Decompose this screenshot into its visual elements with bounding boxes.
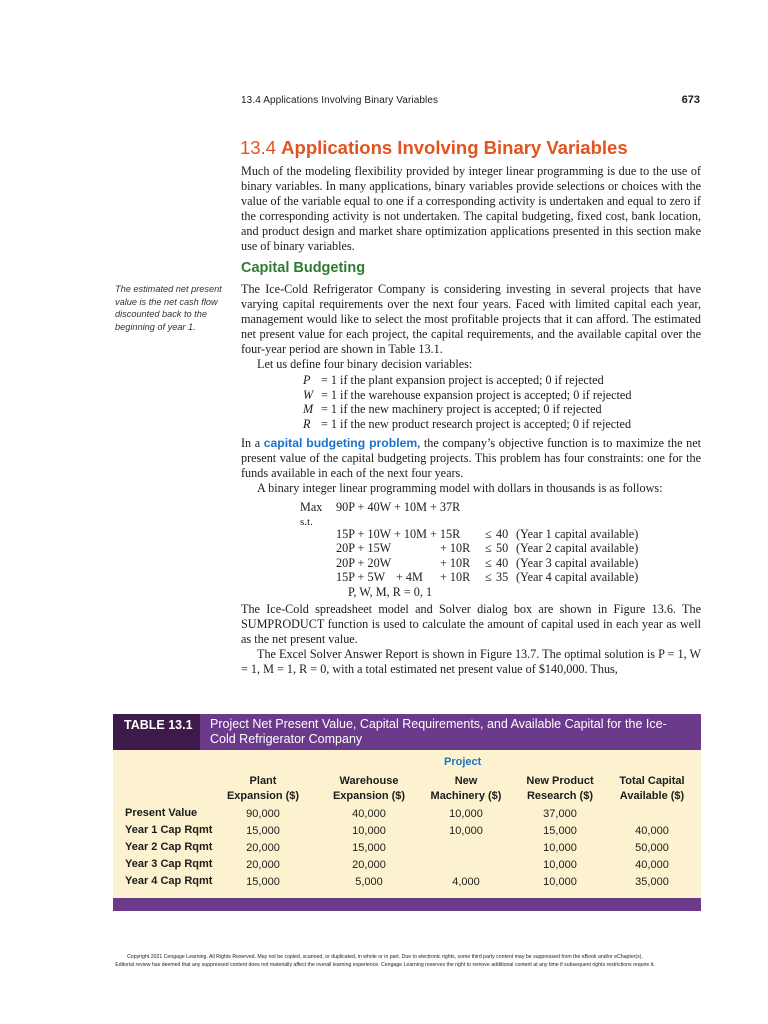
table-row-label: Year 4 Cap Rqmt bbox=[125, 875, 213, 887]
constraint-note: (Year 4 capital available) bbox=[516, 570, 639, 585]
definition-text: = 1 if the new product research project is accepted; 0 if rejected bbox=[321, 416, 632, 431]
table-cell: 15,000 bbox=[543, 825, 577, 837]
table-title: Project Net Present Value, Capital Requirements, and Available Capital for the Ice-Cold Refrigerator Company bbox=[210, 717, 667, 746]
constraint-rhs: 40 bbox=[496, 526, 509, 541]
column-header: Total Capital Available ($) bbox=[619, 775, 685, 802]
copyright-line-1: Copyright 2021 Cengage Learning. All Rights Reserved. May not be copied, scanned, or duplicated, in whole or in part. Due to electronic rights, some third party content may be suppressed from the eBook and/or eChapter(s). bbox=[127, 954, 643, 960]
running-header: 13.4 Applications Involving Binary Variables bbox=[241, 95, 439, 106]
table-cell: 20,000 bbox=[246, 842, 280, 854]
table-cell: 10,000 bbox=[543, 842, 577, 854]
table-cell: 90,000 bbox=[246, 808, 280, 820]
table-cell: 10,000 bbox=[449, 808, 483, 820]
definition-row bbox=[303, 402, 631, 417]
constraint-op: ≤ bbox=[485, 570, 492, 585]
constraint-mid: + 10R bbox=[440, 541, 471, 556]
constraint-lhs: 15P + 5W bbox=[336, 570, 386, 585]
definition-row bbox=[303, 373, 631, 388]
table-cell: 40,000 bbox=[635, 859, 669, 871]
constraint-op: ≤ bbox=[485, 555, 492, 570]
table-cell: 35,000 bbox=[635, 876, 669, 888]
definition-text: = 1 if the new machinery project is accepted; 0 if rejected bbox=[321, 402, 602, 416]
constraint-note: (Year 3 capital available) bbox=[516, 555, 639, 570]
table-cell: 10,000 bbox=[543, 876, 577, 888]
table-cell: 40,000 bbox=[352, 808, 386, 820]
table-cell: 10,000 bbox=[449, 825, 483, 837]
constraint-lhs: 20P + 20W bbox=[336, 555, 392, 570]
definition-variable: P bbox=[303, 373, 311, 387]
column-header: Warehouse Expansion ($) bbox=[332, 775, 406, 802]
table-footer-bar bbox=[113, 898, 701, 911]
definition-text: = 1 if the plant expansion project is accepted; 0 if rejected bbox=[321, 373, 604, 387]
table-cell: 50,000 bbox=[635, 842, 669, 854]
constraint-note: (Year 1 capital available) bbox=[516, 526, 639, 541]
table-label: TABLE 13.1 bbox=[113, 714, 200, 750]
table-cell: 20,000 bbox=[352, 859, 386, 871]
definition-text: = 1 if the warehouse expansion project is accepted; 0 if rejected bbox=[321, 387, 632, 402]
table-cell: 15,000 bbox=[246, 825, 280, 837]
table-row-label: Year 2 Cap Rqmt bbox=[125, 841, 213, 853]
copyright-notice bbox=[60, 953, 710, 969]
definition-row bbox=[303, 388, 631, 403]
binary-domain: P, W, M, R = 0, 1 bbox=[348, 584, 433, 599]
column-header: New Machinery ($) bbox=[430, 775, 502, 802]
closing-paragraphs bbox=[241, 602, 701, 677]
objective-post: , the company’s objective function is to maximize the net present value of the capital budgeting projects. This problem has four constraints: one for the funds available in each of the next four years. bbox=[241, 436, 701, 480]
table-row-label: Year 3 Cap Rqmt bbox=[125, 858, 213, 870]
table-cell: 10,000 bbox=[352, 825, 386, 837]
section-title-text: Applications Involving Binary Variables bbox=[281, 137, 628, 158]
subsection-title: Capital Budgeting bbox=[241, 260, 366, 276]
table-cell: 37,000 bbox=[543, 808, 577, 820]
table-cell: 4,000 bbox=[452, 876, 480, 888]
table-row-label: Year 1 Cap Rqmt bbox=[125, 824, 213, 836]
copyright-line-2: Editorial review has deemed that any suppressed content does not materially affect the overall learning experience. Cengage Learning reserves the right to remove additional content at any time if subsequent rights restrictions require it. bbox=[115, 962, 655, 968]
constraint-rhs: 35 bbox=[496, 570, 509, 585]
table-row-label: Present Value bbox=[125, 807, 198, 819]
table-header bbox=[113, 714, 701, 750]
definition-variable: W bbox=[303, 387, 314, 402]
closing-paragraph-2: The Excel Solver Answer Report is shown in Figure 13.7. The optimal solution is P = 1, W = 1, M = 1, R = 0, with a total estimated net present value of $140,000. Thus, bbox=[241, 646, 701, 676]
variable-definitions bbox=[303, 373, 631, 431]
constraint-op: ≤ bbox=[485, 541, 492, 556]
closing-paragraph-1: The Ice-Cold spreadsheet model and Solver dialog box are shown in Figure 13.6. The SUMPRODUCT function is used to calculate the amount of capital used in each year as well as the net present value. bbox=[241, 602, 701, 646]
column-header: Plant Expansion ($) bbox=[226, 775, 300, 802]
constraint-mid: + 10R bbox=[440, 555, 471, 570]
table-cell: 15,000 bbox=[246, 876, 280, 888]
constraint-lhs: 20P + 15W bbox=[336, 541, 392, 556]
constraint-mid2: + 4M bbox=[396, 570, 423, 585]
definition-variable: R bbox=[303, 416, 311, 431]
constraint-rhs: 40 bbox=[496, 555, 509, 570]
define-line: Let us define four binary decision variables: bbox=[257, 356, 473, 371]
intro-paragraph bbox=[241, 164, 701, 253]
capital-budgeting-paragraph bbox=[241, 282, 701, 371]
table-cell: 20,000 bbox=[246, 859, 280, 871]
definition-variable: M bbox=[303, 402, 314, 416]
column-header: New Product Research ($) bbox=[526, 775, 594, 802]
page-number: 673 bbox=[681, 94, 700, 106]
project-group-header: Project bbox=[444, 756, 482, 768]
intro-text: Much of the modeling flexibility provided by integer linear programming is due to the use of binary variables. In many applications, binary variables provide selections or choices with the value of the variable equal to one if a corresponding activity is undertaken and equal to zero if the corresponding activity is not undertaken. The capital budgeting, fixed cost, bank location, and product design and market share optimization applications presented in this section make use of binary variables. bbox=[241, 164, 701, 253]
st-label: s.t. bbox=[300, 515, 313, 528]
model-intro: A binary integer linear programming model with dollars in thousands is as follows: bbox=[257, 480, 663, 495]
max-label: Max bbox=[300, 500, 323, 514]
constraint-lhs: 15P + 10W + 10M + 15R bbox=[336, 526, 461, 541]
section-title bbox=[240, 137, 628, 159]
objective-paragraph bbox=[241, 436, 701, 496]
cap-text: The Ice-Cold Refrigerator Company is considering investing in several projects that have varying capital requirements over the next four years. Faced with limited capital each year, management would like to select the most profitable projects that it can afford. The estimated net present value for each project, the capital requirements, and the available capital over the four-year period are shown in Table 13.1. bbox=[241, 282, 701, 356]
constraint-op: ≤ bbox=[485, 526, 492, 541]
table-cell: 10,000 bbox=[543, 859, 577, 871]
table-body bbox=[113, 750, 701, 898]
definition-row bbox=[303, 417, 631, 432]
table-cell: 40,000 bbox=[635, 825, 669, 837]
glossary-term-capital-budgeting: capital budgeting problem bbox=[263, 436, 418, 450]
margin-note: The estimated net present value is the net cash flow discounted back to the beginning of year 1. bbox=[115, 284, 222, 332]
constraint-rhs: 50 bbox=[496, 541, 509, 556]
table-cell: 5,000 bbox=[355, 876, 383, 888]
table-cell: 15,000 bbox=[352, 842, 386, 854]
objective-function: 90P + 40W + 10M + 37R bbox=[336, 500, 461, 514]
objective-pre: In a bbox=[241, 436, 264, 450]
constraint-note: (Year 2 capital available) bbox=[516, 541, 639, 556]
section-number: 13.4 bbox=[240, 137, 277, 158]
constraint-mid: + 10R bbox=[440, 570, 471, 585]
